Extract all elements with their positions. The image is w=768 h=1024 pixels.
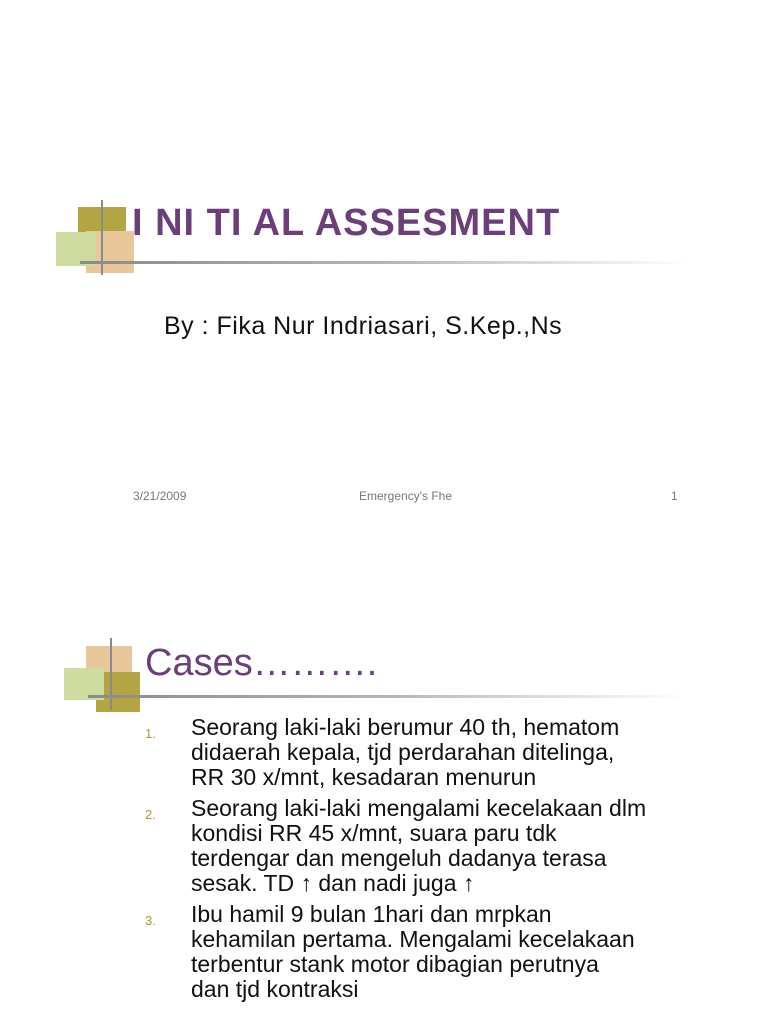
list-number: 3.: [145, 913, 156, 928]
slide-2: [0, 512, 768, 1024]
list-text: Seorang laki-laki berumur 40 th, hematom didaerah kepala, tjd perdarahan ditelinga, RR 30 x/mnt, kesadaran menurun: [191, 714, 620, 790]
list-text: Ibu hamil 9 bulan 1hari dan mrpkan kehamilan pertama. Mengalami kecelakaan terbentur stank motor dibagian perutnya dan tjd kontraksi: [191, 901, 635, 1002]
deco-vertical-line: [110, 638, 112, 710]
list-item: [145, 715, 745, 790]
footer-date: 3/21/2009: [133, 489, 187, 503]
cases-list: [145, 715, 745, 1008]
list-number: 2.: [145, 807, 156, 822]
title-underline: [80, 261, 690, 264]
list-item: [145, 796, 745, 896]
author-line: By : Fika Nur Indriasari, S.Kep.,Ns: [164, 312, 563, 340]
footer-center: Emergency's Fhe: [359, 489, 452, 503]
title-underline: [88, 695, 688, 698]
footer-page-number: 1: [671, 489, 678, 503]
list-text: Seorang laki-laki mengalami kecelakaan dlm kondisi RR 45 x/mnt, suara paru tdk terdengar dan mengeluh dadanya terasa sesak. TD ↑ dan nadi juga ↑: [191, 795, 647, 896]
slide-title: I NI TI AL ASSESMENT: [132, 202, 561, 244]
slide-title: Cases……….: [145, 642, 378, 684]
list-item: [145, 902, 745, 1002]
list-number: 1.: [145, 726, 156, 741]
